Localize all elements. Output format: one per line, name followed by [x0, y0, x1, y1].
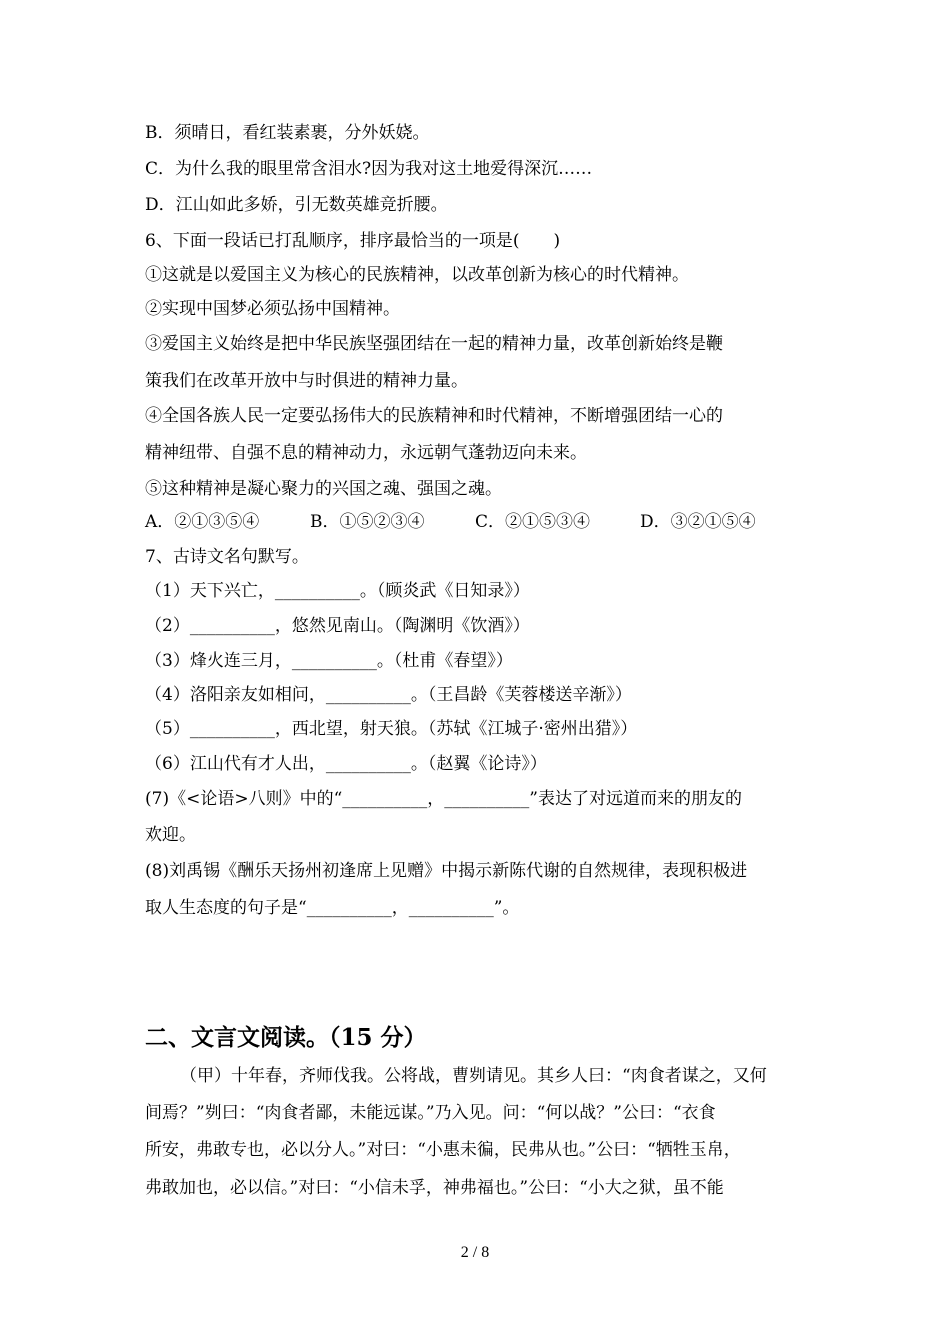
- passage-line-4: 弗敢加也，必以信。”对曰：“小信未孚，神弗福也。”公曰：“小大之狱，虽不能: [145, 1178, 724, 1198]
- q7-item-5: （5）__________，西北望，射天狼。（苏轼《江城子·密州出猎》）: [145, 719, 638, 739]
- q7-item-2: （2）__________，悠然见南山。（陶渊明《饮酒》）: [145, 616, 530, 636]
- option-d-line: D．江山如此多娇，引无数英雄竞折腰。: [145, 195, 448, 215]
- sentence-5: ⑤这种精神是凝心聚力的兴国之魂、强国之魂。: [145, 479, 502, 499]
- sentence-1: ①这就是以爱国主义为核心的民族精神，以改革创新为核心的时代精神。: [145, 265, 689, 285]
- answer-option-c: C．②①⑤③④: [475, 512, 591, 532]
- passage-line-1: （甲）十年春，齐师伐我。公将战，曹刿请见。其乡人曰：“肉食者谋之，又何: [180, 1066, 767, 1086]
- question-6: 6、下面一段话已打乱顺序，排序最恰当的一项是( ): [145, 231, 561, 251]
- passage-line-2: 间焉？”刿曰：“肉食者鄙，未能远谋。”乃入见。问：“何以战？”公曰：“衣食: [145, 1103, 716, 1123]
- question-7: 7、古诗文名句默写。: [145, 547, 309, 567]
- section-heading: 二、文言文阅读。（15 分）: [145, 1024, 427, 1051]
- q7-item-8-line-1: (8)刘禹锡《酬乐天扬州初逢席上见赠》中揭示新陈代谢的自然规律，表现积极进: [145, 861, 748, 881]
- q7-item-3: （3）烽火连三月，__________。（杜甫《春望》）: [145, 651, 513, 671]
- passage-line-3: 所安，弗敢专也，必以分人。”对曰：“小惠未徧，民弗从也。”公曰：“牺牲玉帛，: [145, 1140, 741, 1160]
- q7-item-7-line-2: 欢迎。: [145, 825, 196, 845]
- page-number: 2 / 8: [460, 1244, 490, 1261]
- sentence-4-line-1: ④全国各族人民一定要弘扬伟大的民族精神和时代精神，不断增强团结一心的: [145, 406, 723, 426]
- sentence-3-line-1: ③爱国主义始终是把中华民族坚强团结在一起的精神力量，改革创新始终是鞭: [145, 334, 723, 354]
- q7-item-8-line-2: 取人生态度的句子是“__________，__________”。: [145, 898, 520, 918]
- q7-item-4: （4）洛阳亲友如相问，__________。（王昌龄《芙蓉楼送辛渐》）: [145, 685, 632, 705]
- sentence-2: ②实现中国梦必须弘扬中国精神。: [145, 299, 400, 319]
- option-b-line: B．须晴日，看红装素裹，分外妖娆。: [145, 123, 430, 143]
- answer-option-b: B．①⑤②③④: [310, 512, 425, 532]
- sentence-3-line-2: 策我们在改革开放中与时俱进的精神力量。: [145, 371, 468, 391]
- answer-option-d: D．③②①⑤④: [640, 512, 756, 532]
- sentence-4-line-2: 精神纽带、自强不息的精神动力，永远朝气蓬勃迈向未来。: [145, 443, 587, 463]
- option-c-line: C．为什么我的眼里常含泪水?因为我对这土地爱得深沉……: [145, 159, 593, 179]
- q7-item-6: （6）江山代有才人出，__________。（赵翼《论诗》）: [145, 754, 547, 774]
- answer-option-a: A．②①③⑤④: [145, 512, 260, 532]
- answer-options: [145, 511, 756, 533]
- q7-item-7-line-1: (7)《<论语>八则》中的“__________，__________”表达了对远道而来的朋友的: [145, 789, 742, 809]
- q7-item-1: （1）天下兴亡，__________。（顾炎武《日知录》）: [145, 581, 530, 601]
